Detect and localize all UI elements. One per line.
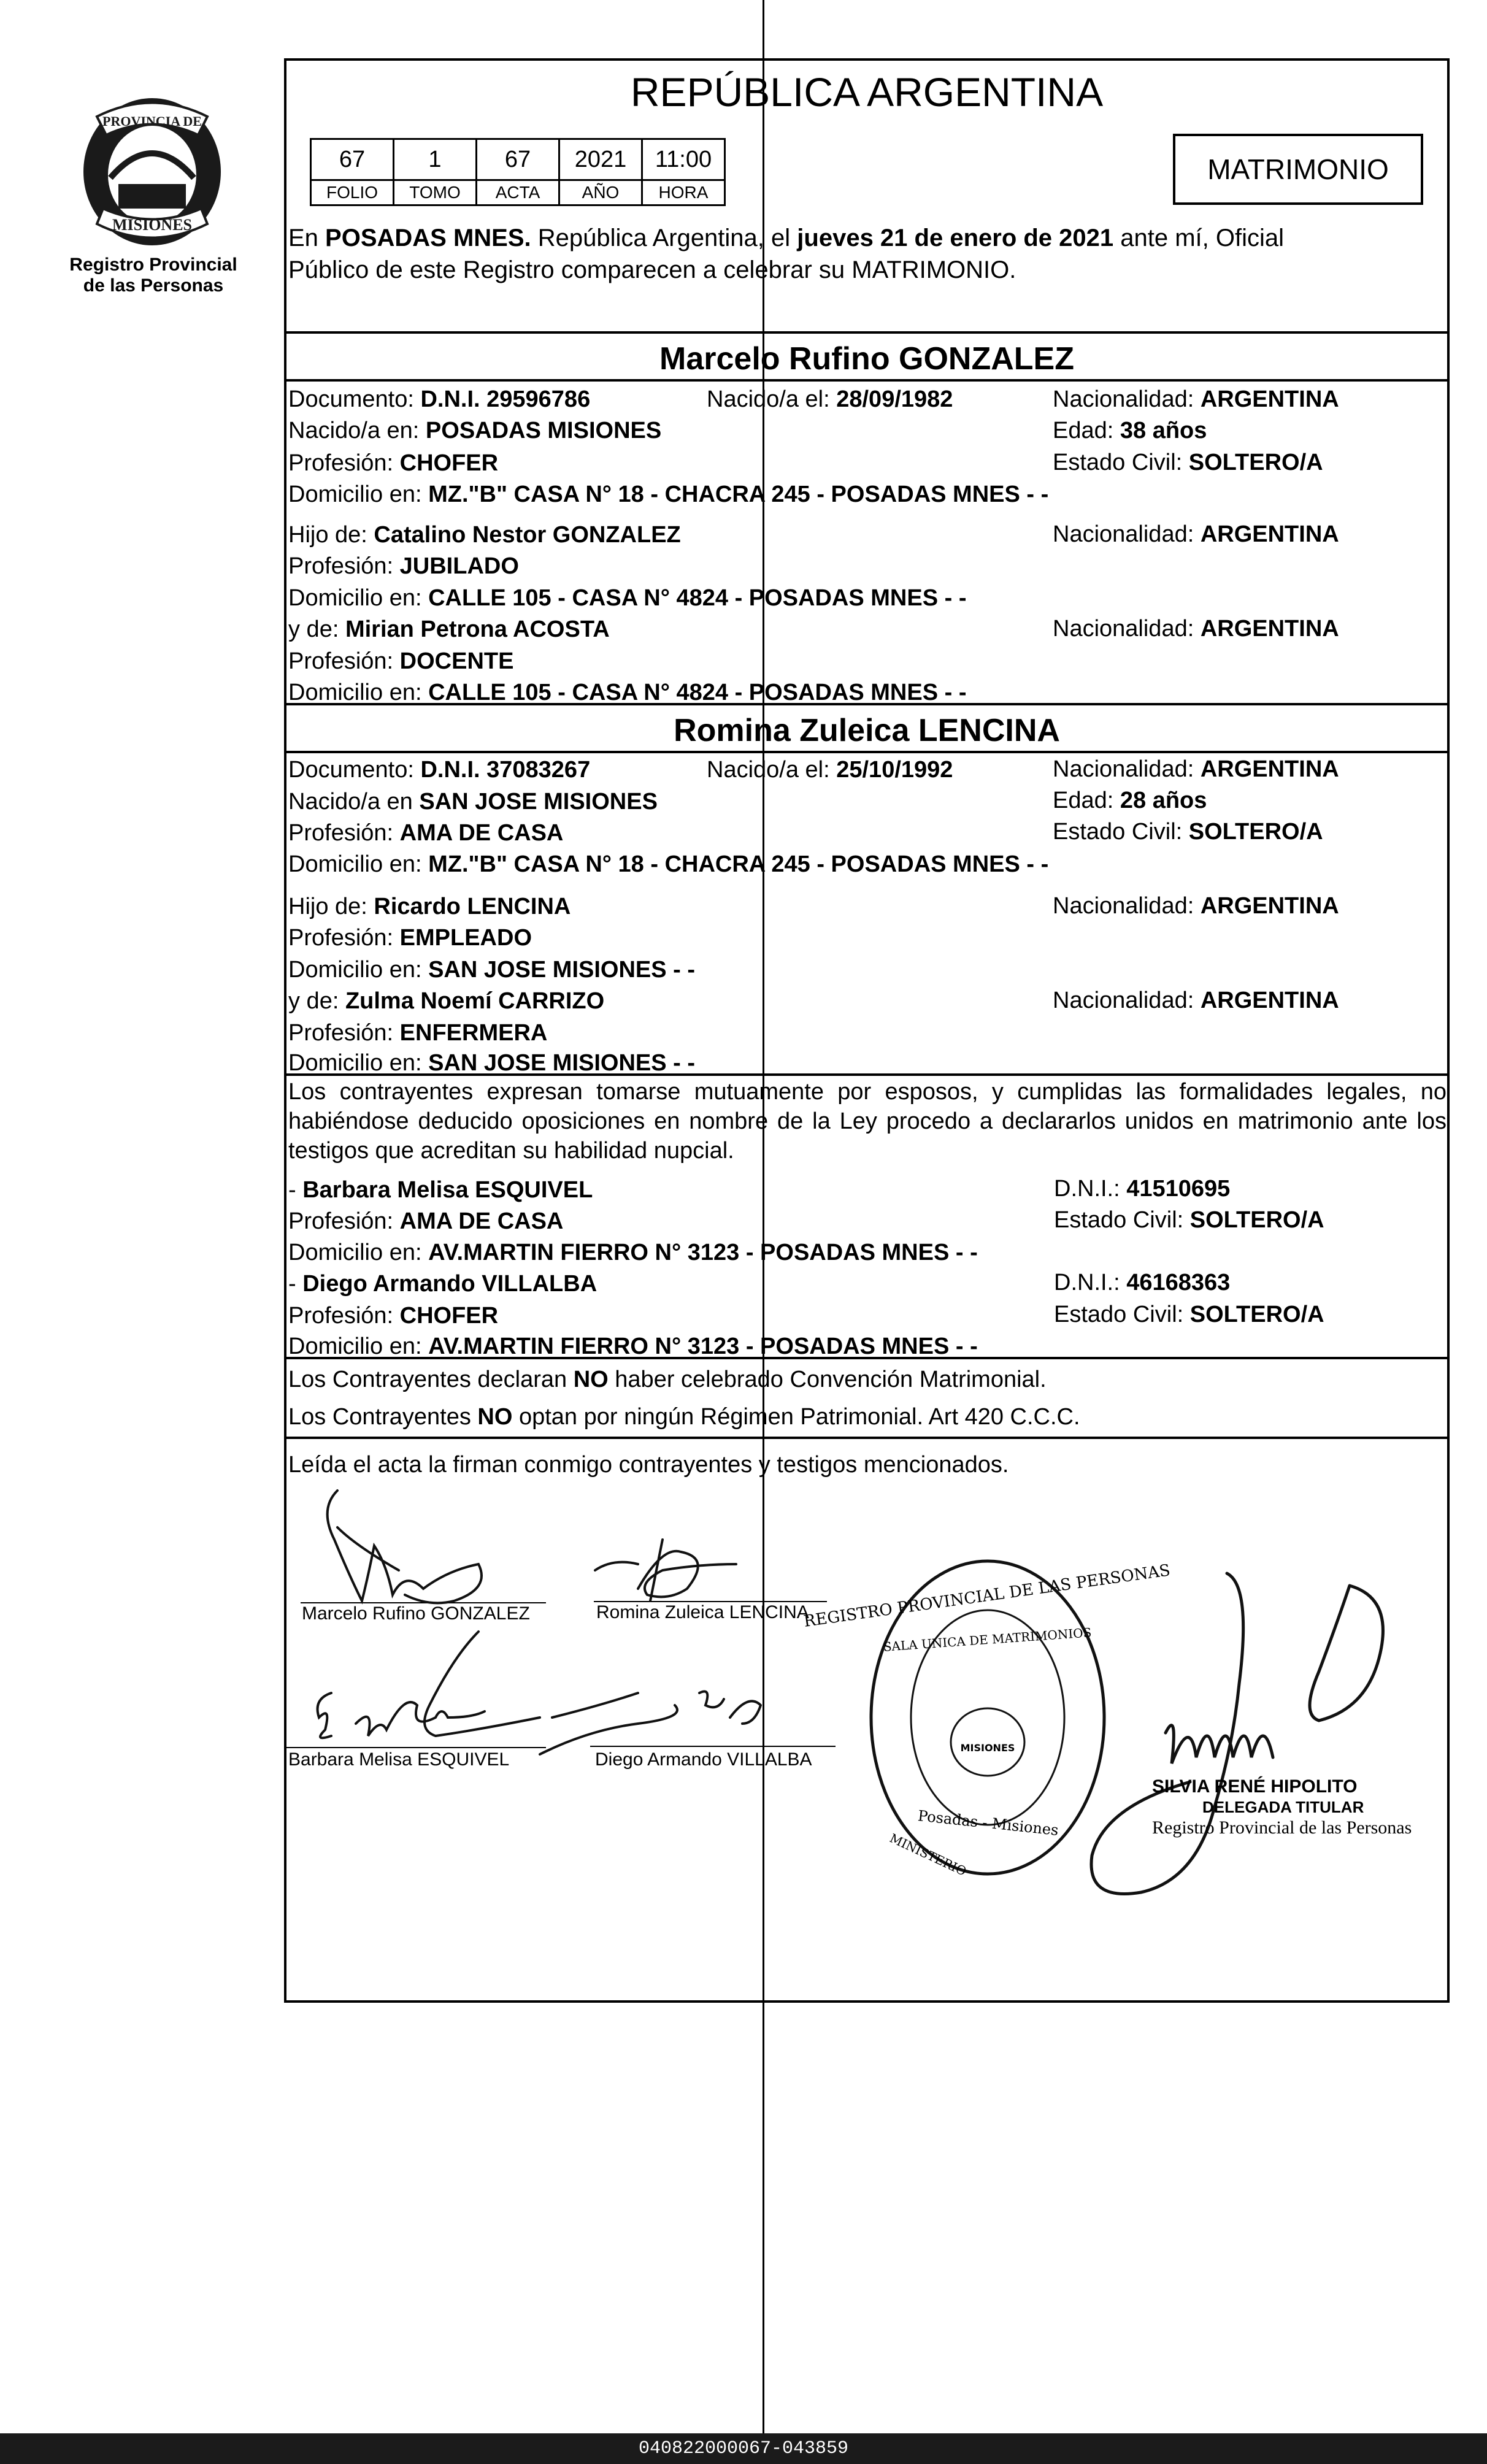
svg-text:MISIONES: MISIONES — [112, 216, 193, 234]
official-signature — [1031, 1561, 1399, 1905]
bride-mother-profession: Profesión: ENFERMERA — [288, 1020, 548, 1046]
groom-father-profession: Profesión: JUBILADO — [288, 553, 519, 579]
bride-mother-address: Domicilio en: SAN JOSE MISIONES - - — [288, 1050, 696, 1076]
bride-signature-caption: Romina Zuleica LENCINA — [596, 1602, 809, 1622]
bride-name-heading: Romina Zuleica LENCINA — [674, 713, 1060, 748]
scan-fold-line — [763, 0, 764, 2441]
meta-year-value: 2021 — [559, 139, 642, 180]
groom-birthplace: Nacido/a en: POSADAS MISIONES — [288, 418, 662, 443]
groom-nationality: Nacionalidad: ARGENTINA — [1053, 386, 1339, 412]
witness1-address: Domicilio en: AV.MARTIN FIERRO N° 3123 - POSADAS MNES - - — [288, 1240, 978, 1265]
groom-father-nationality: Nacionalidad: ARGENTINA — [1053, 521, 1339, 547]
page-title: REPÚBLICA ARGENTINA — [630, 69, 1104, 115]
convention-line2: Los Contrayentes NO optan por ningún Régimen Patrimonial. Art 420 C.C.C. — [288, 1404, 1080, 1430]
closing-text: Leída el acta la firman conmigo contrayentes y testigos mencionados. — [288, 1452, 1009, 1478]
scan-footer-id: 040822000067-043859 — [0, 2433, 1487, 2464]
groom-signature-caption: Marcelo Rufino GONZALEZ — [302, 1603, 530, 1624]
bride-nationality: Nacionalidad: ARGENTINA — [1053, 756, 1339, 782]
groom-profession: Profesión: CHOFER — [288, 450, 499, 476]
witness1-civil-status: Estado Civil: SOLTERO/A — [1054, 1207, 1324, 1233]
witness1-profession: Profesión: AMA DE CASA — [288, 1208, 564, 1234]
groom-document: Documento: D.N.I. 29596786 — [288, 386, 591, 412]
meta-tomo-label: TOMO — [394, 180, 477, 205]
convention-line1: Los Contrayentes declaran NO haber celebrado Convención Matrimonial. — [288, 1367, 1047, 1392]
bride-age: Edad: 28 años — [1053, 788, 1207, 813]
witness2-signature-caption: Diego Armando VILLALBA — [595, 1749, 812, 1770]
groom-mother-address: Domicilio en: CALLE 105 - CASA N° 4824 - POSADAS MNES - - — [288, 680, 967, 705]
bride-address: Domicilio en: MZ."B" CASA N° 18 - CHACRA 245 - POSADAS MNES - - — [288, 851, 1049, 877]
meta-folio-value: 67 — [311, 139, 394, 180]
groom-mother-nationality: Nacionalidad: ARGENTINA — [1053, 616, 1339, 642]
divider-bride-name — [284, 751, 1450, 753]
document-type-box: MATRIMONIO — [1173, 134, 1423, 205]
divider-closing — [284, 1437, 1450, 1439]
groom-name-heading: Marcelo Rufino GONZALEZ — [659, 341, 1074, 377]
bride-father-profession: Profesión: EMPLEADO — [288, 925, 532, 951]
meta-folio-label: FOLIO — [311, 180, 394, 205]
groom-mother-profession: Profesión: DOCENTE — [288, 648, 514, 674]
bride-document: Documento: D.N.I. 37083267 — [288, 757, 591, 783]
meta-time-value: 11:00 — [642, 139, 725, 180]
bride-mother: y de: Zulma Noemí CARRIZO — [288, 988, 605, 1014]
witness2-civil-status: Estado Civil: SOLTERO/A — [1054, 1302, 1324, 1327]
groom-age: Edad: 38 años — [1053, 418, 1207, 443]
stamp-inner-text: SALA UNICA DE MATRIMONIOS — [883, 1625, 1092, 1654]
official-name: SILVIA RENÉ HIPOLITO — [1152, 1776, 1358, 1797]
bride-civil-status: Estado Civil: SOLTERO/A — [1053, 819, 1323, 845]
witness2-profession: Profesión: CHOFER — [288, 1303, 499, 1329]
groom-father: Hijo de: Catalino Nestor GONZALEZ — [288, 522, 681, 548]
groom-father-address: Domicilio en: CALLE 105 - CASA N° 4824 - POSADAS MNES - - — [288, 585, 967, 611]
witness1-dni: D.N.I.: 41510695 — [1054, 1176, 1231, 1202]
bride-profession: Profesión: AMA DE CASA — [288, 820, 564, 846]
official-role: DELEGADA TITULAR — [1202, 1798, 1364, 1816]
stamp-outer-text: REGISTRO PROVINCIAL DE LAS PERSONAS — [802, 1561, 1172, 1631]
bride-mother-nationality: Nacionalidad: ARGENTINA — [1053, 988, 1339, 1013]
divider-groom-name — [284, 379, 1450, 382]
svg-text:PROVINCIA DE: PROVINCIA DE — [102, 113, 202, 129]
groom-address: Domicilio en: MZ."B" CASA N° 18 - CHACRA 245 - POSADAS MNES - - — [288, 482, 1049, 507]
witness2-name: - Diego Armando VILLALBA — [288, 1271, 597, 1297]
logo-caption-line2: de las Personas — [83, 275, 224, 296]
official-office: Registro Provincial de las Personas — [1152, 1817, 1412, 1838]
declaration-text: Los contrayentes expresan tomarse mutuamente por esposos, y cumplidas las formalidades legales, no habiéndose deducido oposiciones en nombre de la Ley procedo a declararlos unidos en matrimonio ante los testigos que acreditan su habilidad nupcial. — [288, 1079, 1447, 1164]
bride-birthplace: Nacido/a en SAN JOSE MISIONES — [288, 789, 658, 815]
stamp-ministry-text: MINISTERIO — [887, 1830, 969, 1879]
witness2-address: Domicilio en: AV.MARTIN FIERRO N° 3123 - POSADAS MNES - - — [288, 1334, 978, 1359]
divider-header — [284, 331, 1450, 334]
meta-time-label: HORA — [642, 180, 725, 205]
handwritten-signatures — [294, 1472, 883, 1791]
meta-tomo-value: 1 — [394, 139, 477, 180]
witness1-signature-caption: Barbara Melisa ESQUIVEL — [288, 1749, 510, 1770]
record-meta-table — [310, 138, 726, 206]
groom-civil-status: Estado Civil: SOLTERO/A — [1053, 450, 1323, 475]
groom-mother: y de: Mirian Petrona ACOSTA — [288, 616, 610, 642]
bride-father-nationality: Nacionalidad: ARGENTINA — [1053, 893, 1339, 919]
witness1-name: - Barbara Melisa ESQUIVEL — [288, 1177, 593, 1203]
witness2-dni: D.N.I.: 46168363 — [1054, 1270, 1231, 1295]
intro-line1: En POSADAS MNES. República Argentina, el jueves 21 de enero de 2021 ante mí, Oficial — [288, 225, 1285, 251]
stamp-center-text: MISIONES — [960, 1742, 1015, 1754]
meta-acta-label: ACTA — [477, 180, 559, 205]
province-seal-logo — [72, 92, 232, 251]
stamp-bottom-text: Posadas - Misiones — [916, 1807, 1059, 1840]
meta-acta-value: 67 — [477, 139, 559, 180]
bride-father: Hijo de: Ricardo LENCINA — [288, 894, 571, 919]
bride-father-address: Domicilio en: SAN JOSE MISIONES - - — [288, 957, 696, 983]
bride-birthdate: Nacido/a el: 25/10/1992 — [707, 757, 953, 783]
logo-caption-line1: Registro Provincial — [69, 255, 237, 275]
meta-year-label: AÑO — [559, 180, 642, 205]
intro-line2: Público de este Registro comparecen a celebrar su MATRIMONIO. — [288, 256, 1016, 283]
groom-birthdate: Nacido/a el: 28/09/1982 — [707, 386, 953, 412]
